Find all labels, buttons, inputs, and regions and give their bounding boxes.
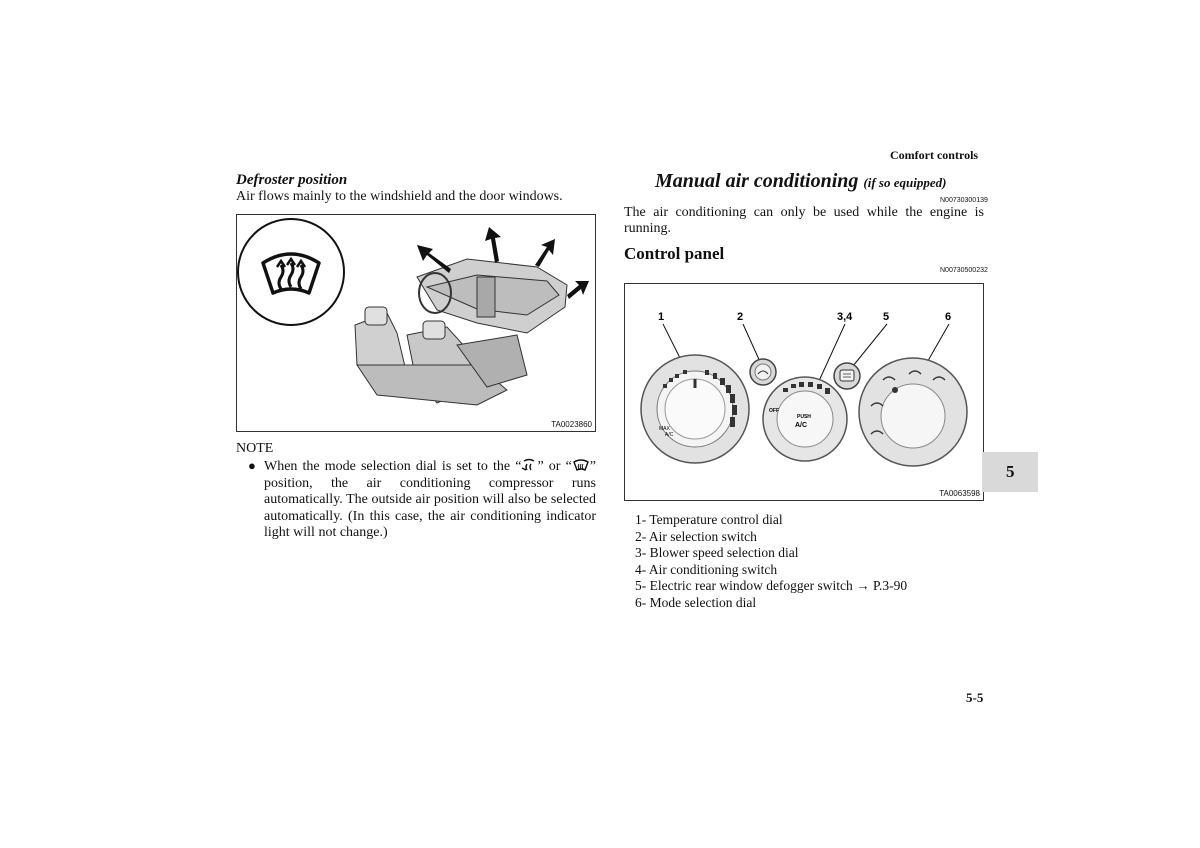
callout-6: 6 [945,311,952,323]
max-ac-label: A/C [665,432,674,438]
list-item: 3- Blower speed selection dial [635,545,799,560]
note-body [248,458,596,542]
note-text: When the mode selection dial is set to the “ ” or “ ” position, the air conditioning compressor runs automatically. The outside air position will also be selected automatically. (In this case, the air conditioning indicator light will not change.) [264,459,596,540]
air-selection-button [750,359,776,385]
control-panel-illustration [625,284,983,500]
control-panel-title: Control panel [624,244,725,263]
mode-dial [859,358,967,466]
push-label: PUSH [797,414,811,420]
off-label: OFF [769,408,779,414]
reference-code-2: N00730500232 [940,267,988,274]
chapter-tab [982,452,1038,492]
max-label: MAX [659,426,670,432]
running-header: Comfort controls [890,148,979,162]
list-item: 2- Air selection switch [635,528,757,544]
list-item: 4- Air conditioning switch [635,561,778,577]
reference-code: N00730300139 [940,197,988,204]
page-number: 5-5 [966,690,984,705]
list-item: 6- Mode selection dial [635,594,757,610]
callout-1: 1 [658,311,665,323]
callout-5: 5 [883,311,890,323]
note-heading: NOTE [236,441,274,456]
callout-3-4: 3,4 [837,311,853,323]
windshield-defrost-small-icon [572,458,590,472]
control-panel-figure [624,283,984,501]
ac-label: A/C [795,422,808,429]
defroster-figure [236,214,596,432]
car-interior-drawing [355,259,567,405]
heading-suffix: (if so equipped) [863,175,947,190]
section-heading: Manual air conditioning (if so equipped) [655,170,947,192]
defroster-text: Air flows mainly to the windshield and the door windows. [236,189,563,204]
bullet-icon: ● [248,458,256,473]
chapter-number: 5 [1006,462,1015,481]
defroster-illustration [237,215,595,431]
blower-dial [763,377,847,461]
windshield-defrost-icon [238,219,344,325]
rear-defogger-button [834,363,860,389]
foot-defrost-icon [521,458,537,472]
callout-2: 2 [737,311,744,323]
defroster-title: Defroster position [236,172,348,188]
figure-code-2: TA0063598 [939,489,980,498]
temperature-dial [641,355,749,463]
intro-text: The air conditioning can only be used while the engine is running. [624,205,984,236]
list-item: 1- Temperature control dial [635,512,783,527]
list-item: 5- Electric rear window defogger switch → P.3-90 [635,578,908,593]
legend-list [635,512,907,611]
figure-code: TA0023860 [551,420,592,429]
